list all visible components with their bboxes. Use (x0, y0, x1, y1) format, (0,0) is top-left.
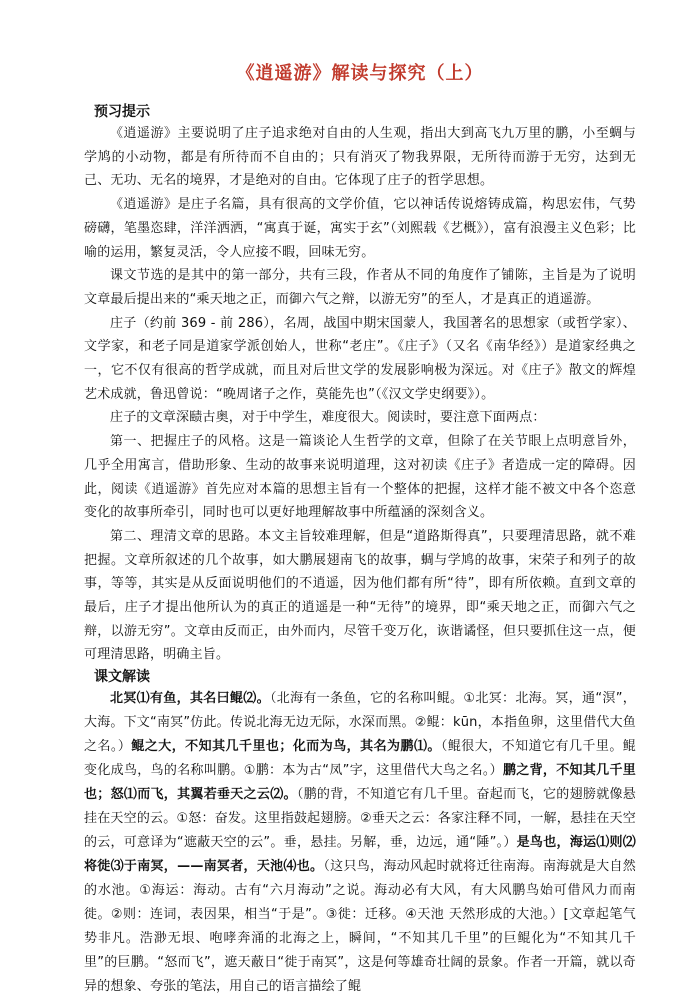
preview-paragraph: 第二、理清文章的思路。本文主旨较难理解，但是“道路斯得真”，只要理清思路，就不难把握。文章所叙述的几个故事，如大鹏展翅南飞的故事，蜩与学鸠的故事，宋荣子和列子的故事，等等，其实是从反面说明他们的不逍遥，因为他们都有所“待”，即有所依赖。直到文章的最后，庄子才提出他所认为的真正的逍遥是一种“无待”的境界，即“乘天地之正，而御六气之辩，以游无穷”。文章由反而正，由外而内，尽管千变万化，诙谐谲怪，但只要抓住这一点，便可理清思路，明确主旨。 (84, 528, 636, 663)
preview-paragraph: 庄子（约前 369 - 前 286），名周，战国中期宋国蒙人，我国著名的思想家（或哲学家）、文学家，和老子同是道家学派创始人，世称“老庄”。《庄子》（又名《南华经》）是道家经典之一，它不仅有很高的哲学成就，而且对后世文学的发展影响极为深远。对《庄子》散文的辉煌艺术成就，鲁迅曾说：“晚周诸子之作，莫能先也”（《汉文学史纲要》）。 (84, 315, 636, 402)
reading-heading: 课文解读 (94, 669, 150, 686)
translation-note-segment: （鲲很大，不知道它有几千里。鲲变化成鸟，鸟的名称叫鹏。①鹏：本为古“凤”字，这里借代大鸟之名。） (84, 739, 636, 779)
translation-note-segment: （北海有一条鱼，它的名称叫鲲。①北冥：北海。冥，通“溟”，大海。下文“南冥”仿此。传说北海无边无际，水深而黑。②鲲：kūn，本指鱼卵，这里借代大鱼之名。） (84, 691, 636, 755)
preview-paragraph: 课文节选的是其中的第一部分，共有三段，作者从不同的角度作了铺陈，主旨是为了说明文章最后提出来的“乘天地之正，而御六气之辩，以游无穷”的至人，才是真正的逍遥游。 (84, 268, 636, 307)
original-text-segment: 是鸟也，海运⑴则⑵将徙⑶于南冥，——南冥者，天池⑷也。 (84, 835, 636, 875)
document-page (84, 62, 636, 999)
translation-note-segment: （这只鸟，海动风起时就将迁往南海。南海就是大自然的水池。①海运：海动。古有“六月海动”之说。海动必有大风，有大风鹏鸟始可借风力而南徙。②则：连词，表因果，相当“于是”。③徙：迁移。④天池 天然形成的大池。）[文章起笔气势非凡。浩渺无垠、咆哮奔涌的北海之上，瞬间，“不知其几千里”的巨鲲化为“不知其几千里”的巨鹏。“怒而飞”，遮天蔽日“徙于南冥”，这是何等雄奇壮阔的景象。作者一开篇，就以奇异的想象、夸张的笔法，用自己的语言描绘了鲲 (84, 859, 636, 995)
preview-paragraph: 第一、把握庄子的风格。这是一篇谈论人生哲学的文章，但除了在关节眼上点明意旨外，几乎全用寓言，借助形象、生动的故事来说明道理，这对初读《庄子》者造成一定的障碍。因此，阅读《逍遥游》首先应对本篇的思想主旨有一个整体的把握，这样才能不被文中各个恣意变化的故事所牵引，同时也可以更好地理解故事中所蕴涵的深刻含义。 (84, 434, 636, 521)
preview-paragraph: 庄子的文章深赜古奥，对于中学生，难度很大。阅读时，要注意下面两点： (110, 410, 546, 426)
original-text-segment: 鹏之背，不知其几千里也；怒⑴而飞，其翼若垂天之云⑵。 (84, 763, 636, 803)
preview-heading: 预习提示 (94, 104, 150, 120)
original-text-segment: 鲲之大，不知其几千里也；化而为鸟，其名为鹏⑴。 (131, 739, 441, 755)
original-text-segment: 北冥⑴有鱼，其名曰鲲⑵。 (110, 691, 270, 707)
preview-paragraph: 《逍遥游》主要说明了庄子追求绝对自由的人生观，指出大到高飞九万里的鹏，小至蜩与学鸠的小动物，都是有所待而不自由的；只有消灭了物我界限，无所待而游于无穷，达到无己、无功、无名的境界，才是绝对的自由。它体现了庄子的哲学思想。 (84, 126, 636, 189)
reading-annotated-text (84, 687, 636, 999)
document-title: 《逍遥游》解读与探究（上） (236, 63, 484, 84)
translation-note-segment: （鹏的背，不知道它有几千里。奋起而飞，它的翅膀就像悬挂在天空的云。①怒：奋发。这里指鼓起翅膀。②垂天之云：各家注释不同，一解，悬挂在天空的云，可意译为“遮蔽天空的云”。垂，悬挂。另解，垂，边远，通“陲”。） (84, 787, 637, 851)
preview-paragraph: 《逍遥游》是庄子名篇，具有很高的文学价值，它以神话传说熔铸成篇，构思宏伟，气势磅礴，笔墨恣肆，洋洋洒洒，“寓真于诞，寓实于玄”（刘熙载《艺概》），富有浪漫主义色彩；比喻的运用，繁复灵活，令人应接不暇，回味无穷。 (84, 197, 636, 260)
